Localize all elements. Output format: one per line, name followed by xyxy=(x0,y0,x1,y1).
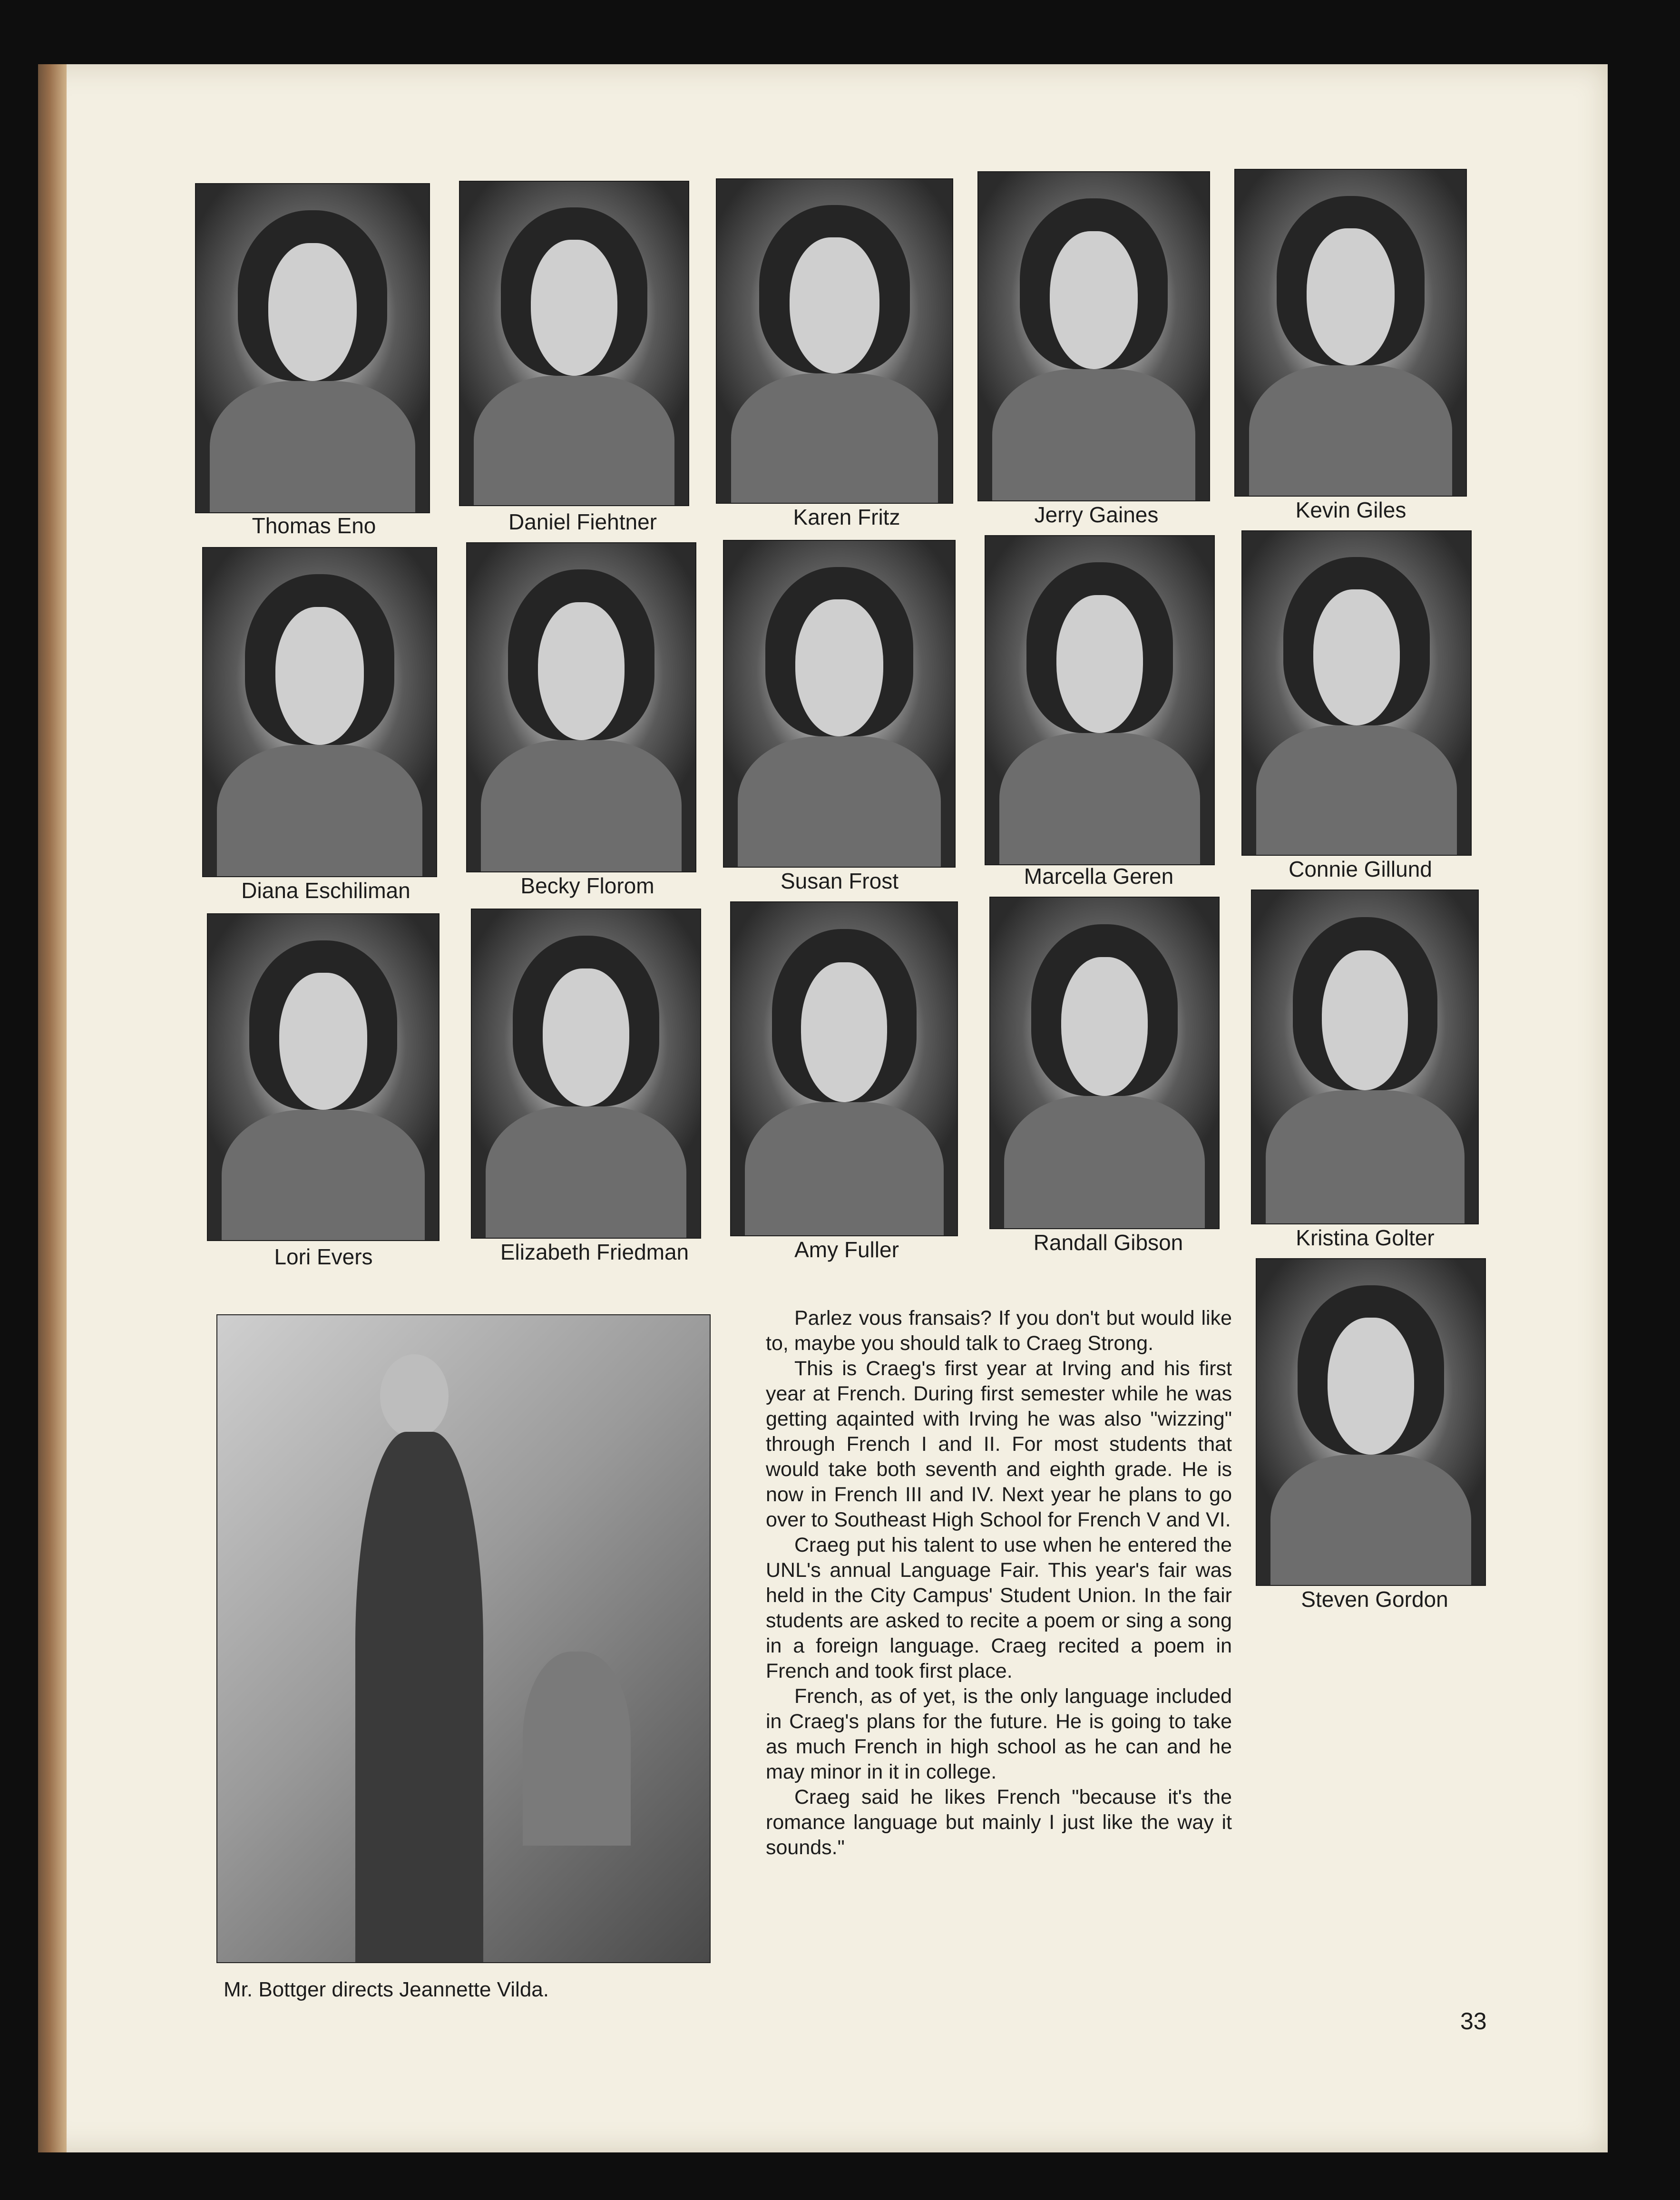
article-paragraph: Craeg said he likes French "because it's the romance language but mainly I just like the way it sounds." xyxy=(766,1786,1232,1859)
student-photo-karen-fritz xyxy=(716,178,953,504)
page-number: 33 xyxy=(1460,2008,1487,2034)
student-name: Kevin Giles xyxy=(1295,498,1407,522)
student-name: Lori Evers xyxy=(274,1244,373,1269)
student-photo-daniel-fiehtner xyxy=(459,181,689,506)
student-name: Daniel Fiehtner xyxy=(508,509,657,534)
student-photo-lori-evers xyxy=(207,913,440,1241)
feature-photo-band-director xyxy=(216,1314,711,1963)
student-name: Connie Gillund xyxy=(1289,857,1432,881)
student-name: Susan Frost xyxy=(781,869,899,893)
student-photo-kevin-giles xyxy=(1234,169,1467,497)
student-photo-kristina-golter xyxy=(1251,890,1479,1224)
student-name: Steven Gordon xyxy=(1301,1587,1448,1612)
student-name: Becky Florom xyxy=(520,873,654,898)
student-name: Marcella Geren xyxy=(1024,864,1174,889)
student-photo-connie-gillund xyxy=(1241,530,1472,856)
student-photo-elizabeth-friedman xyxy=(471,909,701,1239)
student-name: Karen Fritz xyxy=(793,505,900,529)
article-paragraph: French, as of yet, is the only language included in Craeg's plans for the future. He is going to take as much French in high school as he can and he may minor in it in college. xyxy=(766,1685,1232,1783)
student-photo-marcella-geren xyxy=(985,535,1215,865)
student-name: Amy Fuller xyxy=(794,1237,899,1262)
student-photo-becky-florom xyxy=(466,542,696,872)
student-photo-amy-fuller xyxy=(730,901,958,1236)
student-name: Randall Gibson xyxy=(1033,1230,1183,1255)
student-photo-jerry-gaines xyxy=(977,171,1210,501)
feature-photo-caption: Mr. Bottger directs Jeannette Vilda. xyxy=(224,1978,549,2001)
article-paragraph: This is Craeg's first year at Irving and his first year at French. During first semester while he was getting aqainted with Irving he was also "wizzing" through French I and II. For most students that would take both seventh and eighth grade. He is now in French III and IV. Next year he plans to go over to Southeast High School for French V and VI. xyxy=(766,1357,1232,1531)
student-name: Diana Eschiliman xyxy=(241,878,410,903)
student-name: Jerry Gaines xyxy=(1034,502,1159,527)
article-paragraph: Parlez vous fransais? If you don't but would like to, maybe you should talk to Craeg Strong. xyxy=(766,1307,1232,1355)
student-photo-thomas-eno xyxy=(195,183,430,513)
article-paragraph: Craeg put his talent to use when he entered the UNL's annual Language Fair. This year's fair was held in the City Campus' Student Union. In the fair students are asked to recite a poem or sing a song in a foreign language. Craeg recited a poem in French and took first place. xyxy=(766,1534,1232,1682)
student-name: Thomas Eno xyxy=(252,513,376,538)
student-photo-diana-eschiliman xyxy=(202,547,437,877)
student-photo-steven-gordon xyxy=(1256,1258,1486,1586)
student-photo-susan-frost xyxy=(723,540,956,868)
student-name: Kristina Golter xyxy=(1296,1225,1435,1250)
feature-article xyxy=(766,1306,1232,1860)
page-binding-edge xyxy=(38,64,67,2152)
student-name: Elizabeth Friedman xyxy=(500,1240,689,1264)
student-photo-randall-gibson xyxy=(989,897,1220,1229)
